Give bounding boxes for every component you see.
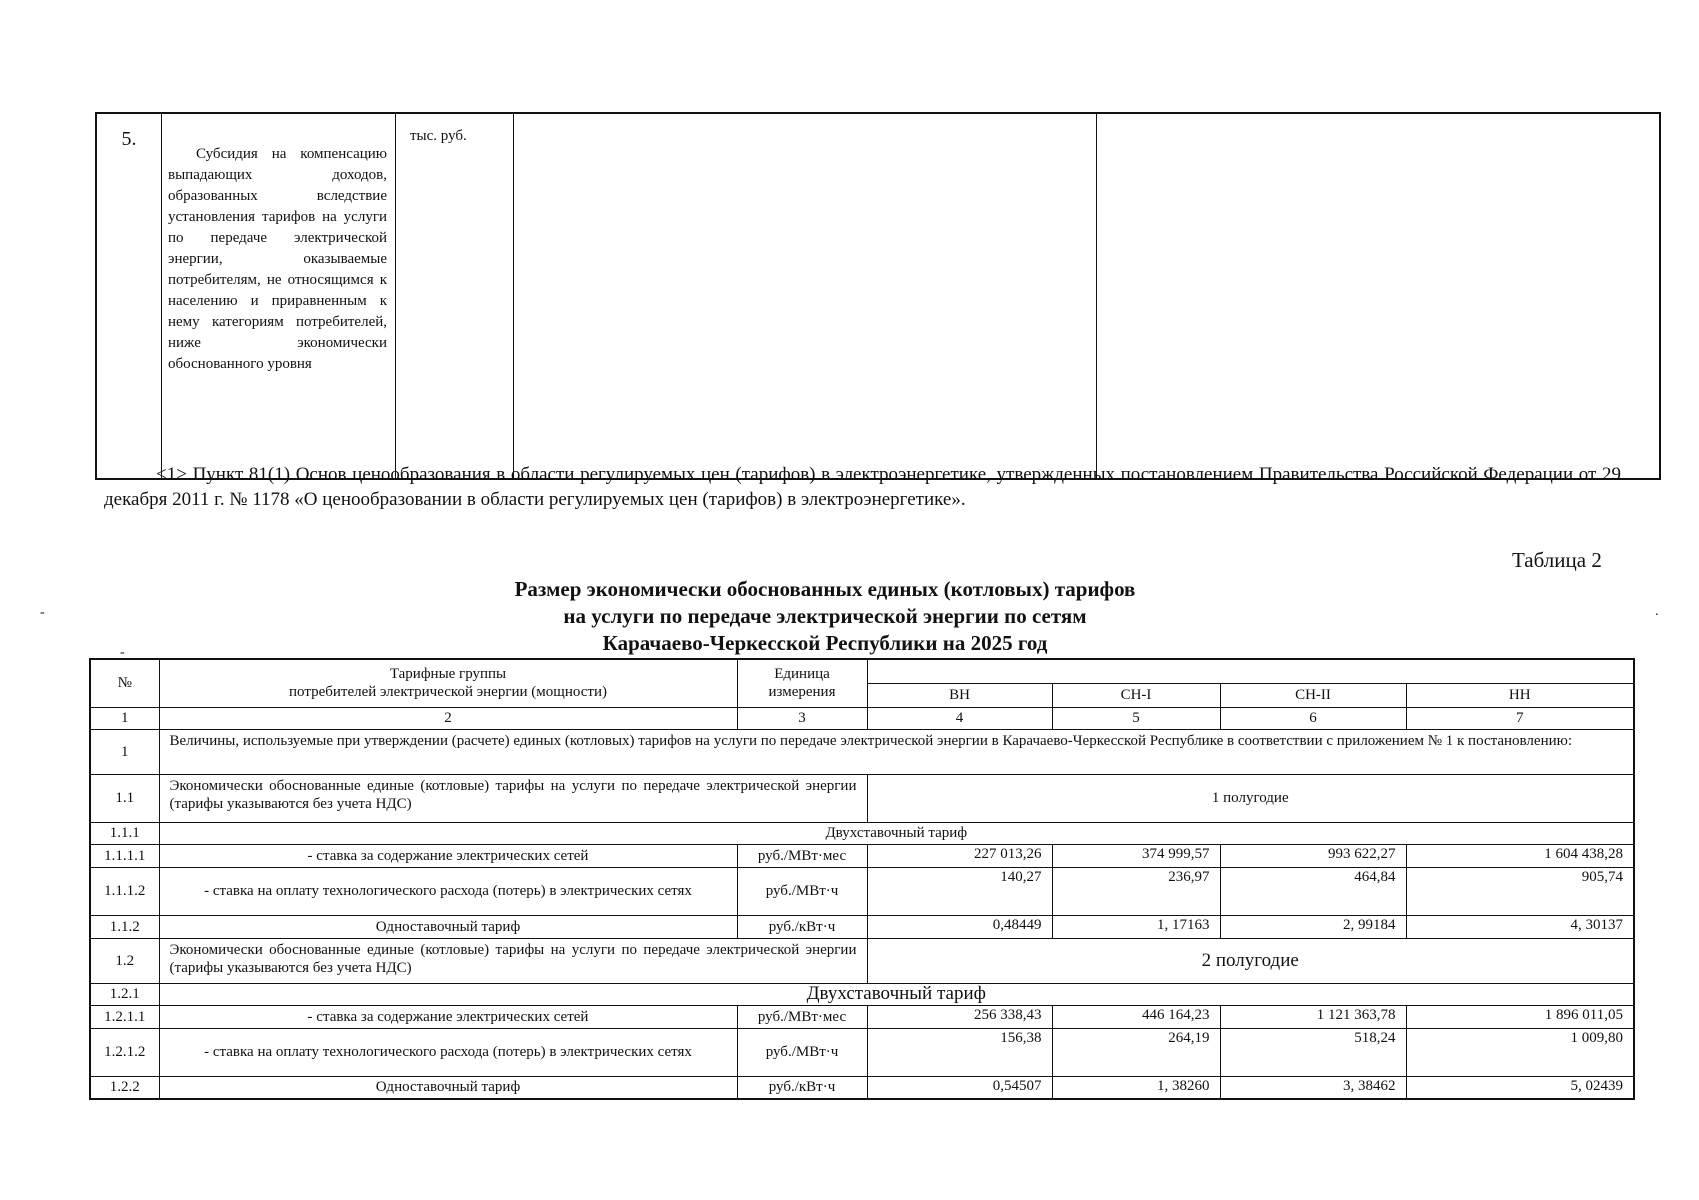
section-text: Экономически обоснованные единые (котловые) тарифы на услуги по передаче электрической энергии (тарифы указываются без учета НДС) [159,938,867,983]
value-sn1: 374 999,57 [1052,844,1220,867]
scan-dot: . [1655,604,1659,619]
value-sn1: 264,19 [1052,1028,1220,1076]
value-sn2: 464,84 [1220,867,1406,915]
header-groups [159,659,737,707]
page-title [400,576,1250,657]
header-unit [737,659,867,707]
col-number: 4 [867,707,1052,729]
row-num: 1.1.1.1 [90,844,159,867]
table-label: Таблица 2 [1512,548,1602,572]
header-num: № [90,659,159,707]
row-unit: руб./кВт·ч [737,915,867,938]
row-unit: руб./МВт·ч [737,867,867,915]
value-sn2: 1 121 363,78 [1220,1005,1406,1028]
col-number: 2 [159,707,737,729]
empty-cell [1097,113,1661,479]
value-sn2: 518,24 [1220,1028,1406,1076]
value-nn: 1 896 011,05 [1406,1005,1634,1028]
header-nn: НН [1406,683,1634,707]
section-text: Величины, используемые при утверждении (расчете) единых (котловых) тарифов на услуги по передаче электрической энергии в Карачаево-Черкесской Республике в соответствии с приложением № 1 к постановлению: [159,729,1634,774]
tariff-table [89,658,1635,1100]
scan-dot: - [120,645,125,660]
row-unit: руб./МВт·ч [737,1028,867,1076]
title-line: Карачаево-Черкесской Республики на 2025 год [602,631,1048,655]
row-name: - ставка за содержание электрических сетей [159,1005,737,1028]
value-vn: 256 338,43 [867,1005,1052,1028]
row-num: 1.2 [90,938,159,983]
subsection-title: Двухставочный тариф [159,983,1634,1005]
row-num: 1.2.1.1 [90,1005,159,1028]
value-sn2: 3, 38462 [1220,1076,1406,1099]
row-num: 1.2.1 [90,983,159,1005]
subsidy-table [95,112,1661,480]
col-number: 1 [90,707,159,729]
value-nn: 1 604 438,28 [1406,844,1634,867]
value-vn: 140,27 [867,867,1052,915]
col-number: 3 [737,707,867,729]
footnote: <1> Пункт 81(1) Основ ценообразования в области регулируемых цен (тарифов) в электроэнергетике, утвержденных постановлением Правительства Российской Федерации от 29 декабря 2011 г. № 1178 «О ценообразовании в области регулируемых цен (тарифов) в электроэнергетике». [104,464,1621,510]
row-unit: руб./МВт·мес [737,844,867,867]
row-num: 1.1.1.2 [90,867,159,915]
value-vn: 227 013,26 [867,844,1052,867]
row-unit: руб./МВт·мес [737,1005,867,1028]
value-vn: 156,38 [867,1028,1052,1076]
row-name: Одноставочный тариф [159,915,737,938]
value-sn1: 1, 17163 [1052,915,1220,938]
subsidy-description: Субсидия на компенсацию выпадающих доходов, образованных вследствие установления тарифов на услуги по передаче электрической энергии, оказываемые потребителям, не относящимся к населению и приравненным к нему категориям потребителей, ниже экономически обоснованного уровня [162,113,396,479]
title-line: на услуги по передаче электрической энергии по сетям [563,604,1087,628]
empty-cell [514,113,1097,479]
row-name: Одноставочный тариф [159,1076,737,1099]
value-vn: 0,48449 [867,915,1052,938]
value-nn: 4, 30137 [1406,915,1634,938]
table-row [90,1076,1634,1099]
header-sn1: СН-I [1052,683,1220,707]
row-unit: руб./кВт·ч [737,1076,867,1099]
value-sn2: 993 622,27 [1220,844,1406,867]
header-voltage-group [867,659,1634,683]
table-row [90,1005,1634,1028]
row-num: 1.2.1.2 [90,1028,159,1076]
row-num: 1.1 [90,774,159,822]
value-sn1: 1, 38260 [1052,1076,1220,1099]
table-row [90,1028,1634,1076]
col-number: 6 [1220,707,1406,729]
table-row [90,867,1634,915]
header-unit-line: измерения [768,684,836,701]
row-name: - ставка на оплату технологического расхода (потерь) в электрических сетях [159,1028,737,1076]
value-vn: 0,54507 [867,1076,1052,1099]
value-nn: 5, 02439 [1406,1076,1634,1099]
subsidy-unit: тыс. руб. [396,113,514,479]
header-groups-line: Тарифные группы [389,666,507,683]
table-row [90,915,1634,938]
row-num: 1.1.1 [90,822,159,844]
row-num: 1 [90,729,159,774]
row-num: 1.1.2 [90,915,159,938]
header-vn: ВН [867,683,1052,707]
subsection-title: Двухставочный тариф [159,822,1634,844]
row-number: 5. [96,113,162,479]
col-number: 5 [1052,707,1220,729]
header-unit-line: Единица [774,666,830,683]
col-number: 7 [1406,707,1634,729]
title-line: Размер экономически обоснованных единых (котловых) тарифов [514,577,1136,601]
table-row [90,844,1634,867]
section-text: Экономически обоснованные единые (котловые) тарифы на услуги по передаче электрической энергии (тарифы указываются без учета НДС) [159,774,867,822]
header-sn2: СН-II [1220,683,1406,707]
value-sn2: 2, 99184 [1220,915,1406,938]
row-name: - ставка на оплату технологического расхода (потерь) в электрических сетях [159,867,737,915]
value-sn1: 446 164,23 [1052,1005,1220,1028]
value-sn1: 236,97 [1052,867,1220,915]
value-nn: 1 009,80 [1406,1028,1634,1076]
scan-dot: - [40,605,45,620]
row-name: - ставка за содержание электрических сетей [159,844,737,867]
header-groups-line: потребителей электрической энергии (мощности) [289,684,607,701]
value-nn: 905,74 [1406,867,1634,915]
row-num: 1.2.2 [90,1076,159,1099]
period-label: 1 полугодие [867,774,1634,822]
period-label: 2 полугодие [867,938,1634,983]
